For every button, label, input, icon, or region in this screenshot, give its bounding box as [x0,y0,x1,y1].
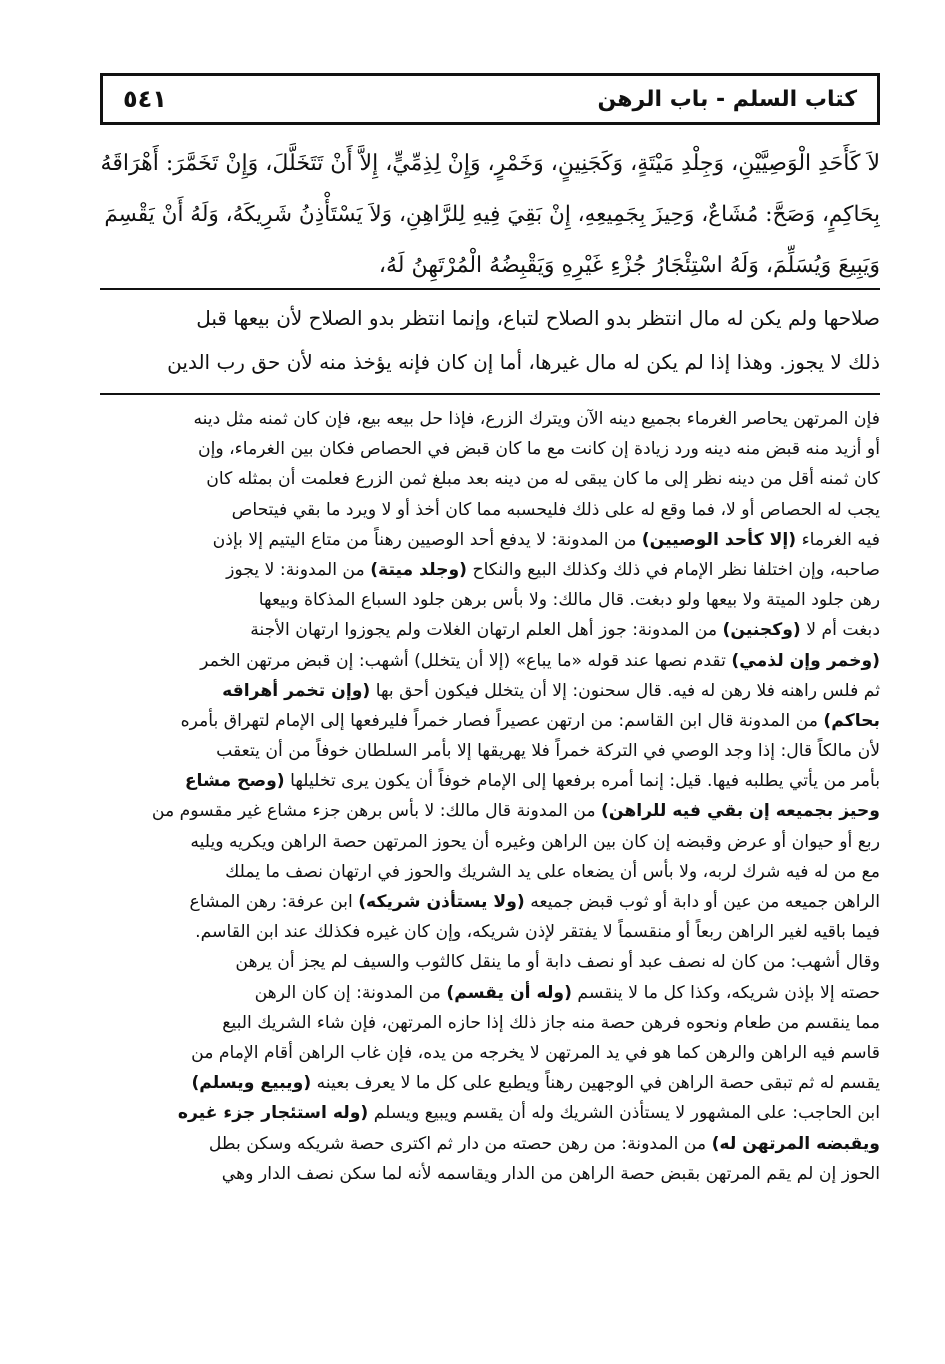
commentary-segment: فيما باقيه لغير الراهن ربعاً أو منقسماً لا يفتقر لإذن شريكه، وإن كان غيره فكذلك عند ابن القاسم. [195,922,880,943]
commentary-segment: لأن مالكاً قال: إذا وجد الوصي في التركة خمراً فلا يهريقها إلا بأمر السلطان خوفاً من أن يتعقب [216,741,880,762]
commentary-line [100,646,880,676]
quoted-matn-phrase: (وصح مشاع [184,771,285,792]
commentary-segment: مع من له فيه شرك لربه، ولا بأس أن يضعاه على يد الشريك والحوز في ارتهان نصف ما يملك [225,861,880,882]
commentary-segment: الحوز إن لم يقم المرتهن بقبض حصة الراهن من الدار ويقاسمه لأنه لما سكن نصف الدار وهي [221,1163,880,1184]
commentary-segment: صاحبه، وإن اختلفا نظر الإمام في ذلك وكذلك البيع والنكاح [467,559,880,580]
commentary-segment: تقدم نصها عند قوله «ما يباع» (إلا أن يتخلل) أشهب: إن قبض مرتهن الخمر [200,650,732,671]
commentary-segment: كان ثمنه أقل من دينه نظر إلى ما كان يبقى له من دينه بعد مبلغ ثمن الزرع فعلمت أن بمثله كان [206,469,880,490]
commentary-line [100,736,880,766]
commentary-line [100,434,880,464]
commentary-line [100,464,880,494]
commentary-line [100,404,880,434]
quoted-matn-phrase: (وله استئجار جزء غيره [177,1103,369,1124]
commentary-segment: من المدونة: من رهن حصته من دار ثم اكترى حصة شريكه وسكن بطل [208,1133,712,1154]
commentary-segment: يقسم له ثم تبقى حصة الراهن في الوجهين رهناً ويطبع على كل ما لا يعرف بعينه [311,1073,880,1094]
commentary-line [100,706,880,736]
quoted-matn-phrase: (ولا يستأذن شريكه) [358,892,525,912]
commentary-line [100,887,880,917]
commentary-line [100,555,880,585]
commentary-segment: قاسم فيه الراهن والرهن كما هو في يد المرتهن لا يخرجه من يده، فإن غاب الراهن أقام الإمام من [191,1042,880,1063]
quoted-matn-phrase: بحاكم) [823,710,880,731]
commentary-line [100,766,880,796]
sharh-line: صلاحها ولم يكن له مال انتظر بدو الصلاح لتباع، وإنما انتظر بدو الصلاح لأن بيعها قبل [196,306,880,330]
divider-rule [100,288,880,290]
commentary-line [100,827,880,857]
commentary-segment: ثم فلس راهنه فلا رهن له فيه. قال سحنون: إلا أن يتخلل فيكون أحق بها [370,680,880,701]
commentary-line [100,1129,880,1159]
commentary-segment: دبغت أم لا [800,620,880,641]
running-header [100,73,880,125]
commentary-line [100,1159,880,1189]
commentary-segment: يجب له الحصاص أو لا، فما وقع له على ذلك فليحسبه مما كان أخذ أو لا ويرد ما بقي فيتحاص [231,499,880,520]
commentary-segment: من المدونة: جوز أهل العلم ارتهان الغلات ولم يجوزوا ارتهان الأجنة [250,620,723,641]
matn-text [100,138,880,291]
commentary-segment: من المدونة: لا يجوز [226,559,371,580]
quoted-matn-phrase: (وكجنين) [722,620,801,641]
commentary-line [100,857,880,887]
commentary-segment: من المدونة: إن كان الرهن [254,982,447,1003]
commentary-text [100,404,880,1189]
commentary-segment: حصته إلا بإذن شريكه، وكذا كل ما لا ينقسم [571,982,880,1003]
matn-line: لاَ كَأَحَدِ الْوَصِيَّيْنِ، وَجِلْدِ مَيْتَةٍ، وَكَجَنِينٍ، وَخَمْرٍ، وَإِنْ لِذِمِّيٍّ، إِلاَّ أَنْ تَتَخَلَّلَ، وَإِنْ تَخَمَّرَ: أَهْرَاقَهُ [100,151,880,176]
commentary-line [100,495,880,525]
commentary-segment: ربع أو حيوان أو عرض وقبضه إن كان بين الراهن وغيره أن يحوز المرتهن حصة الراهن ويكريه ويليه [190,831,880,852]
commentary-segment: ابن عرفة: رهن المشاع [189,892,359,912]
commentary-segment: من المدونة قال مالك: لا بأس برهن جزء مشاع غير مقسوم من [151,801,602,822]
quoted-matn-phrase: (وإن تخمر أهراقه [222,680,371,701]
commentary-segment: رهن جلود الميتة ولا بيعها ولو دبغت. قال مالك: ولا بأس برهن جلود السباع المذكاة وبيعها [258,590,880,611]
commentary-segment: الراهن جميعه من عين أو دابة أو ثوب قبض جميعه [524,892,880,912]
commentary-segment: فيه الغرماء [796,529,880,550]
quoted-matn-phrase: (وله أن يقسم) [446,982,572,1003]
commentary-segment: ابن الحاجب: على المشهور لا يستأذن الشريك وله أن يقسم ويبيع ويسلم [368,1103,880,1124]
commentary-segment: بأمر من يأتي يطلبه فيها. قيل: إنما أمره برفعها إلى الإمام خوفاً أن يكون يرى تخليلها [284,771,880,792]
quoted-matn-phrase: ويقبضه المرتهن له) [711,1133,880,1154]
commentary-segment: من المدونة قال ابن القاسم: من ارتهن عصيراً فصار خمراً فليرفعها إلى الإمام لتهراق بأمره [180,710,824,731]
commentary-segment: من المدونة: لا يدفع أحد الوصيين رهناً من متاع اليتيم إلا بإذن [212,529,642,550]
sharh-text [100,296,880,384]
sharh-line: ذلك لا يجوز. وهذا إذا لم يكن له مال غيرها، أما إن كان فإنه يؤخذ منه لأن حق رب الدين [167,350,880,374]
matn-line: وَيَبِيعَ وَيُسَلِّمَ، وَلَهُ اسْتِئْجَارُ جُزْءِ غَيْرِهِ وَيَقْبِضُهُ الْمُرْتَهِنُ لَهُ، [378,253,880,278]
matn-line: بِحَاكِمٍ، وَصَحَّ: مُشَاعٌ، وَحِيزَ بِجَمِيعِهِ، إِنْ بَقِيَ فِيهِ لِلرَّاهِنِ، وَلاَ يَسْتَأْذِنُ شَرِيكَهُ، وَلَهُ أَنْ يَقْسِمَ [104,202,880,227]
quoted-matn-phrase: (ويبيع ويسلم) [191,1073,312,1094]
commentary-line [100,1098,880,1128]
commentary-line [100,525,880,555]
commentary-line [100,917,880,947]
commentary-segment: وقال أشهب: من كان له نصف عبد أو نصف دابة أو ما ينقل كالثوب والسيف لم يجز أن يرهن [235,952,880,973]
commentary-line [100,1038,880,1068]
commentary-line [100,585,880,615]
quoted-matn-phrase: (وخمر وإن لذمي) [731,650,880,671]
commentary-segment: مما ينقسم من طعام ونحوه فرهن حصة منه جاز ذلك إذا حازه المرتهن، فإن شاء الشريك البيع [222,1012,880,1033]
chapter-title: كتاب السلم - باب الرهن [597,86,857,112]
commentary-segment: أو أزيد منه قبض منه دينه ورد زيادة إن كانت مع ما كان قبض في الحصاص فكان بين الغرماء، وإن [197,439,880,460]
quoted-matn-phrase: (إلا كأحد الوصيين) [641,529,797,550]
commentary-segment: فإن المرتهن يحاصر الغرماء بجميع دينه الآن ويترك الزرع، فإذا حل بيعه بيع، فإن كان ثمنه مثل دينه [193,409,880,429]
commentary-line [100,1008,880,1038]
commentary-line [100,796,880,826]
page-number: ٥٤١ [123,85,167,113]
commentary-line [100,676,880,706]
commentary-line [100,947,880,977]
quoted-matn-phrase: وحيز بجميعه إن بقي فيه للراهن) [601,801,880,822]
commentary-line [100,615,880,645]
commentary-line [100,978,880,1008]
commentary-line [100,1068,880,1098]
divider-rule [100,393,880,395]
quoted-matn-phrase: (وجلد ميتة) [370,559,468,580]
